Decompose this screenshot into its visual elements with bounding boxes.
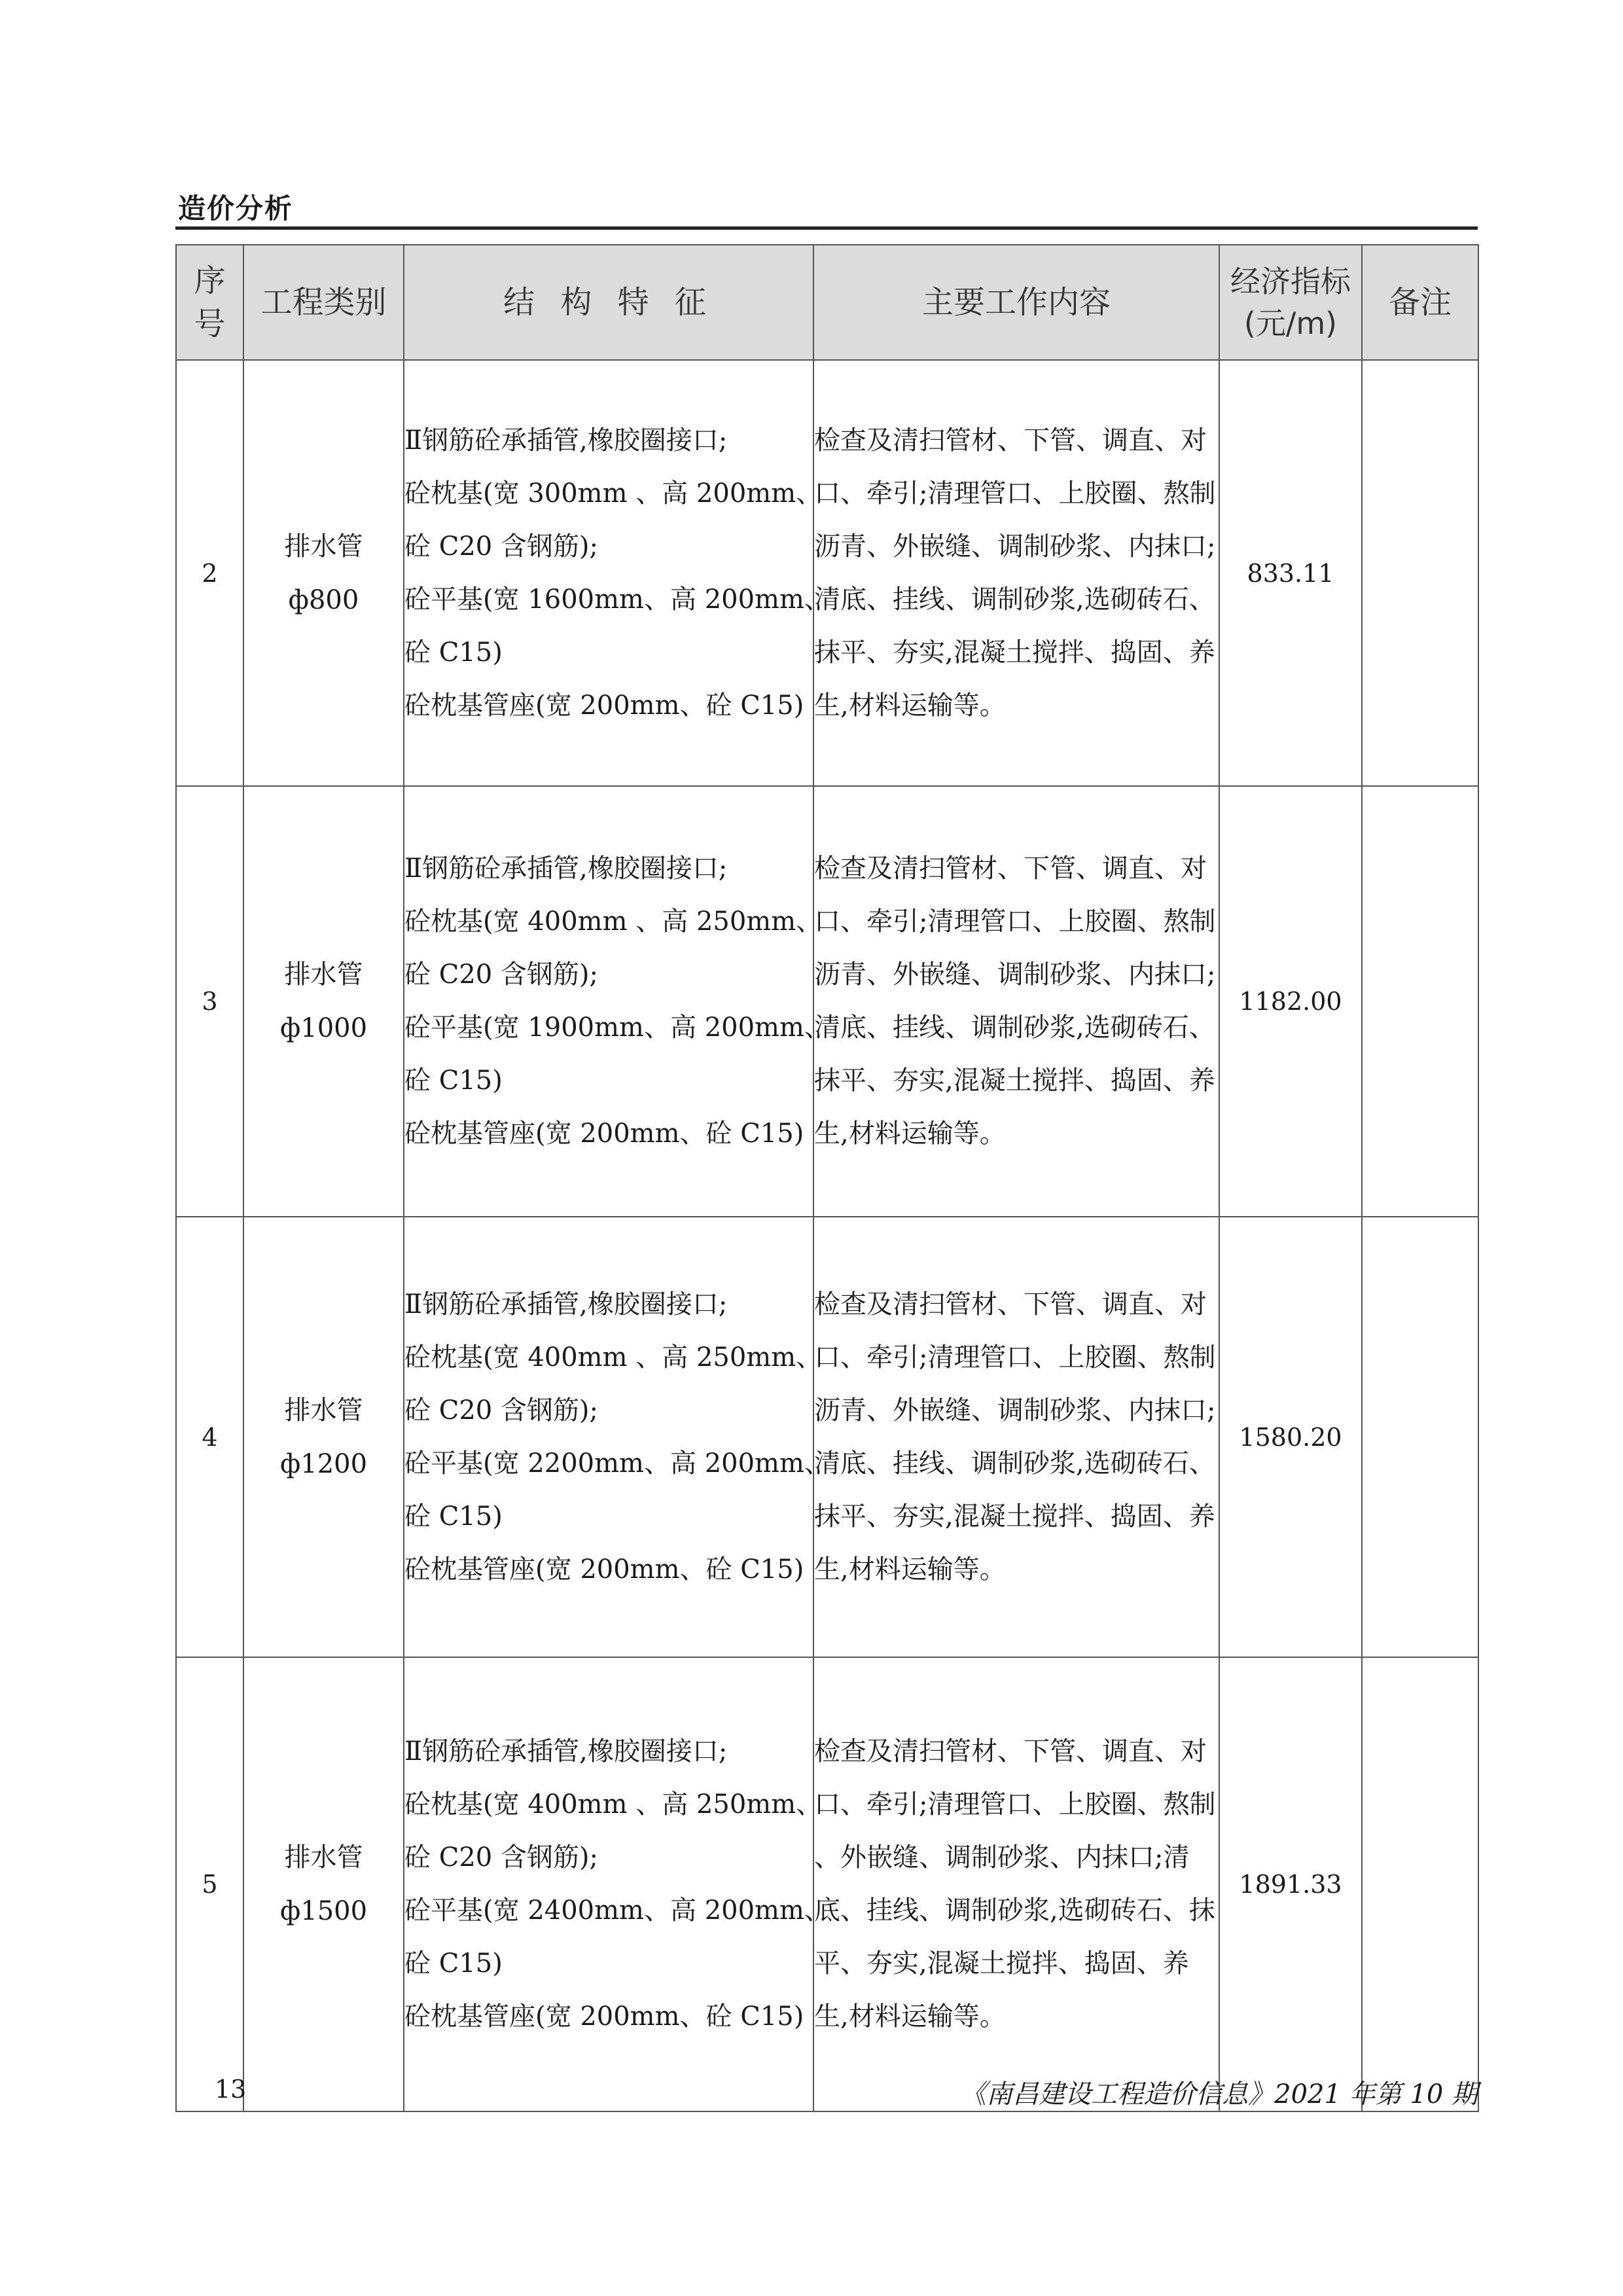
cell-note [1362, 360, 1478, 786]
cell-work: 检查及清扫管材、下管、调直、对 口、牵引;清理管口、上胶圈、熬制 沥青、外嵌缝、调制砂浆、内抹口; 清底、挂线、调制砂浆,选砌砖石、 抹平、夯实,混凝土搅拌、捣固、养 生,材料运输等。 [813, 360, 1219, 786]
cell-seq: 3 [176, 786, 243, 1217]
journal-title: 《南昌建设工程造价信息》2021 年第 10 期 [960, 2079, 1478, 2109]
cost-table [175, 244, 1479, 2112]
cell-note [1362, 786, 1478, 1217]
table-row [176, 1217, 1478, 1657]
cell-seq: 4 [176, 1217, 243, 1657]
cell-type: 排水管 ф800 [243, 360, 404, 786]
page-number: 13 [215, 2075, 247, 2104]
cell-type: 排水管 ф1500 [243, 1657, 404, 2111]
cell-price: 1182.00 [1219, 786, 1362, 1217]
cell-structure: Ⅱ钢筋砼承插管,橡胶圈接口; 砼枕基(宽 400mm 、高 250mm、 砼 C20 含钢筋); 砼平基(宽 1900mm、高 200mm、 砼 C15) 砼枕基管座(宽 200mm、砼 C15) [404, 786, 813, 1217]
cell-structure: Ⅱ钢筋砼承插管,橡胶圈接口; 砼枕基(宽 400mm 、高 250mm、 砼 C20 含钢筋); 砼平基(宽 2200mm、高 200mm、 砼 C15) 砼枕基管座(宽 200mm、砼 C15) [404, 1217, 813, 1657]
cell-price: 1580.20 [1219, 1217, 1362, 1657]
cell-type: 排水管 ф1000 [243, 786, 404, 1217]
col-header-structure: 结 构 特 征 [404, 245, 813, 360]
cell-note [1362, 1657, 1478, 2111]
col-header-note: 备注 [1362, 245, 1478, 360]
cell-structure: Ⅱ钢筋砼承插管,橡胶圈接口; 砼枕基(宽 300mm 、高 200mm、 砼 C20 含钢筋); 砼平基(宽 1600mm、高 200mm、 砼 C15) 砼枕基管座(宽 200mm、砼 C15) [404, 360, 813, 786]
cell-price: 833.11 [1219, 360, 1362, 786]
cell-note [1362, 1217, 1478, 1657]
table-row [176, 786, 1478, 1217]
cell-price: 1891.33 [1219, 1657, 1362, 2111]
cell-work: 检查及清扫管材、下管、调直、对 口、牵引;清理管口、上胶圈、熬制 沥青、外嵌缝、调制砂浆、内抹口; 清底、挂线、调制砂浆,选砌砖石、 抹平、夯实,混凝土搅拌、捣固、养 生,材料运输等。 [813, 1217, 1219, 1657]
table-row [176, 360, 1478, 786]
table-header-row [176, 245, 1478, 360]
section-title: 造价分析 [178, 192, 294, 224]
table-row [176, 1657, 1478, 2111]
col-header-econ: 经济指标 (元/m) [1219, 245, 1362, 360]
cell-work: 检查及清扫管材、下管、调直、对 口、牵引;清理管口、上胶圈、熬制 、外嵌缝、调制砂浆、内抹口;清 底、挂线、调制砂浆,选砌砖石、抹 平、夯实,混凝土搅拌、捣固、养 生,材料运输等。 [813, 1657, 1219, 2111]
col-header-work: 主要工作内容 [813, 245, 1219, 360]
cell-seq: 5 [176, 1657, 243, 2111]
cell-seq: 2 [176, 360, 243, 786]
cell-structure: Ⅱ钢筋砼承插管,橡胶圈接口; 砼枕基(宽 400mm 、高 250mm、 砼 C20 含钢筋); 砼平基(宽 2400mm、高 200mm、 砼 C15) 砼枕基管座(宽 200mm、砼 C15) [404, 1657, 813, 2111]
cell-type: 排水管 ф1200 [243, 1217, 404, 1657]
cell-work: 检查及清扫管材、下管、调直、对 口、牵引;清理管口、上胶圈、熬制 沥青、外嵌缝、调制砂浆、内抹口; 清底、挂线、调制砂浆,选砌砖石、 抹平、夯实,混凝土搅拌、捣固、养 生,材料运输等。 [813, 786, 1219, 1217]
header-rule [175, 226, 1478, 230]
col-header-type: 工程类别 [243, 245, 404, 360]
col-header-seq: 序 号 [176, 245, 243, 360]
